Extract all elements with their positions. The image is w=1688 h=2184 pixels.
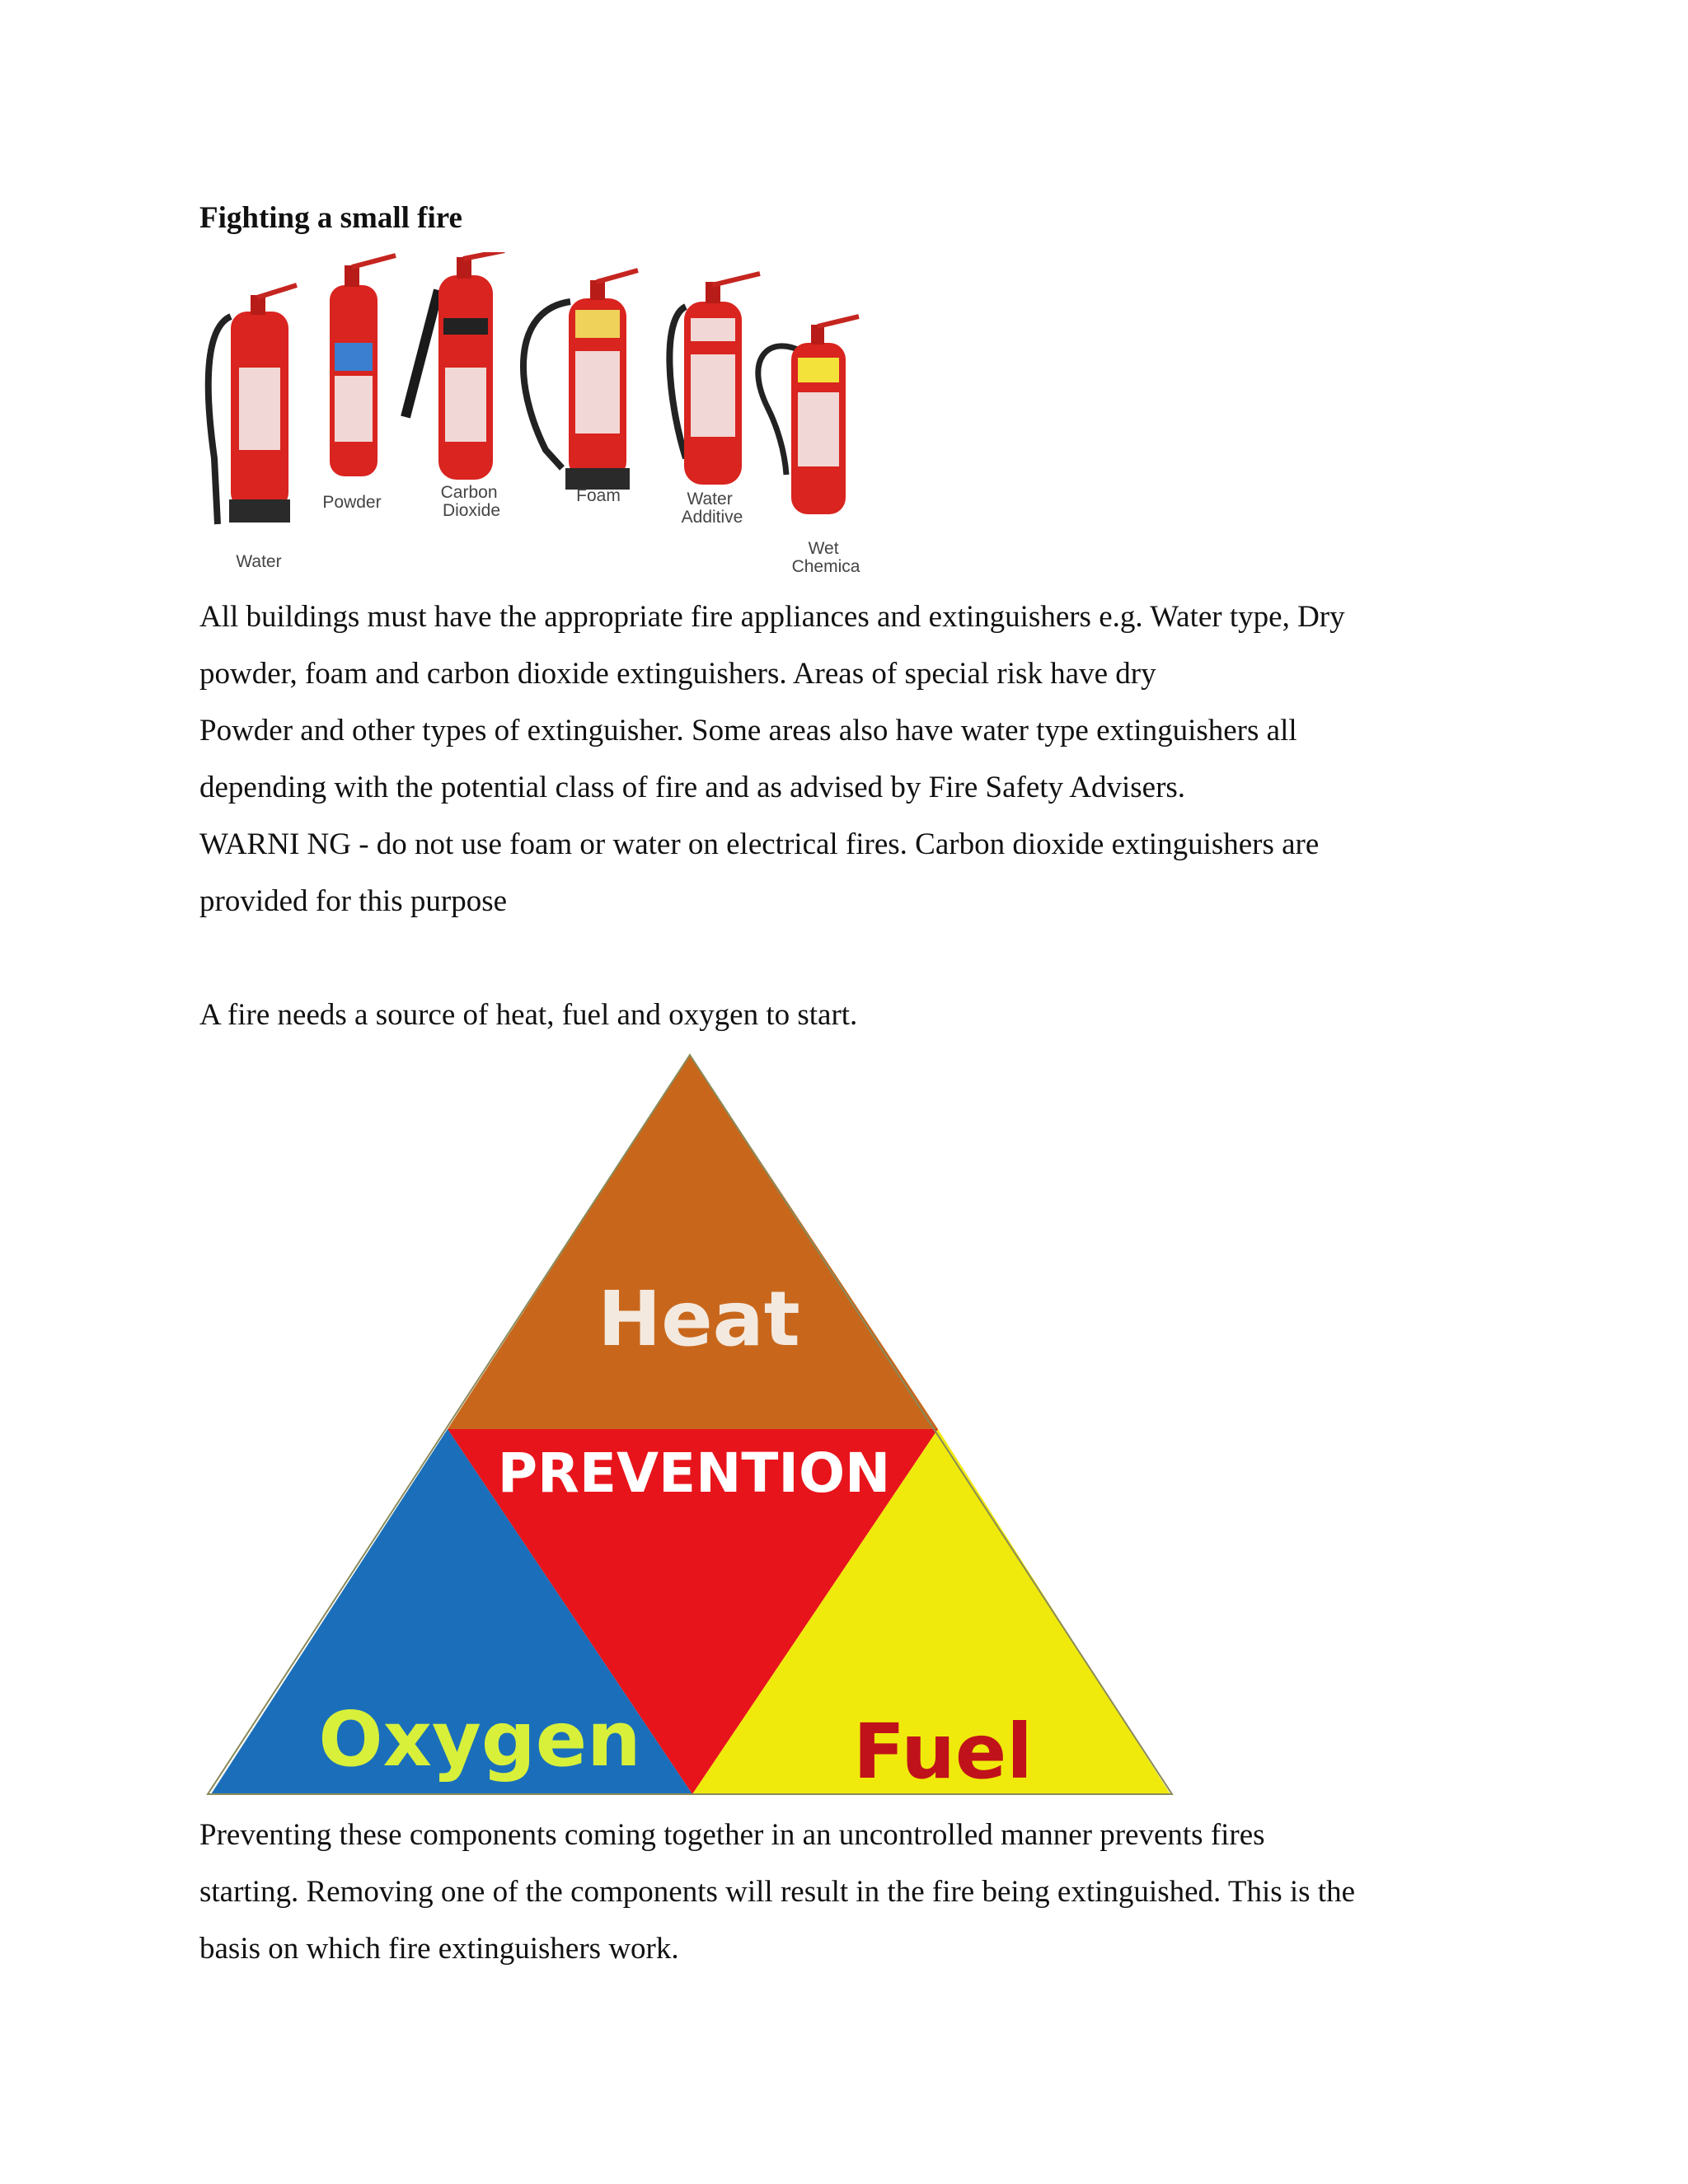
label-wet-chemical: Wet Chemica: [791, 539, 860, 576]
foam-extinguisher: [523, 270, 638, 490]
wet-chemical-extinguisher: [758, 316, 859, 514]
co2-extinguisher: [406, 252, 504, 480]
paragraph-line: starting. Removing one of the components will result in the fire being extinguished. This is the: [199, 1875, 1356, 1909]
label-water: Water: [236, 552, 282, 571]
paragraph-fire-appliances: [199, 588, 1502, 930]
heat-label: Heat: [598, 1275, 800, 1363]
page-heading: Fighting a small fire: [199, 201, 462, 235]
oxygen-label: Oxygen: [318, 1695, 641, 1783]
fire-triangle-diagram: [199, 1048, 1180, 1798]
paragraph-line: provided for this purpose: [199, 884, 508, 918]
warning-line: WARNI NG - do not use foam or water on electrical fires. Carbon dioxide extinguishers are: [199, 827, 1320, 861]
paragraph-fire-needs: A fire needs a source of heat, fuel and oxygen to start.: [199, 998, 858, 1032]
label-water-additive: Water Additive: [681, 490, 743, 527]
paragraph-line: All buildings must have the appropriate fire appliances and extinguishers e.g. Water type, Dry: [199, 600, 1345, 634]
fuel-label: Fuel: [853, 1708, 1033, 1796]
water-additive-extinguisher: [669, 274, 760, 485]
paragraph-prevention: [199, 1807, 1502, 1977]
powder-extinguisher: [330, 255, 396, 476]
paragraph-line: Powder and other types of extinguisher. Some areas also have water type extinguishers all: [199, 714, 1297, 748]
paragraph-line: depending with the potential class of fire and as advised by Fire Safety Advisers.: [199, 771, 1186, 804]
water-extinguisher: [209, 285, 297, 524]
label-foam: Foam: [576, 486, 621, 505]
paragraph-line: Preventing these components coming together in an uncontrolled manner prevents fires: [199, 1818, 1265, 1852]
paragraph-line: basis on which fire extinguishers work.: [199, 1932, 679, 1966]
label-carbon-dioxide: Carbon Dioxide: [440, 483, 501, 520]
prevention-label: PREVENTION: [497, 1441, 891, 1505]
paragraph-line: powder, foam and carbon dioxide extinguishers. Areas of special risk have dry: [199, 657, 1156, 691]
extinguishers-figure: [199, 252, 867, 582]
label-powder: Powder: [322, 493, 382, 512]
heat-segment: [448, 1055, 938, 1429]
